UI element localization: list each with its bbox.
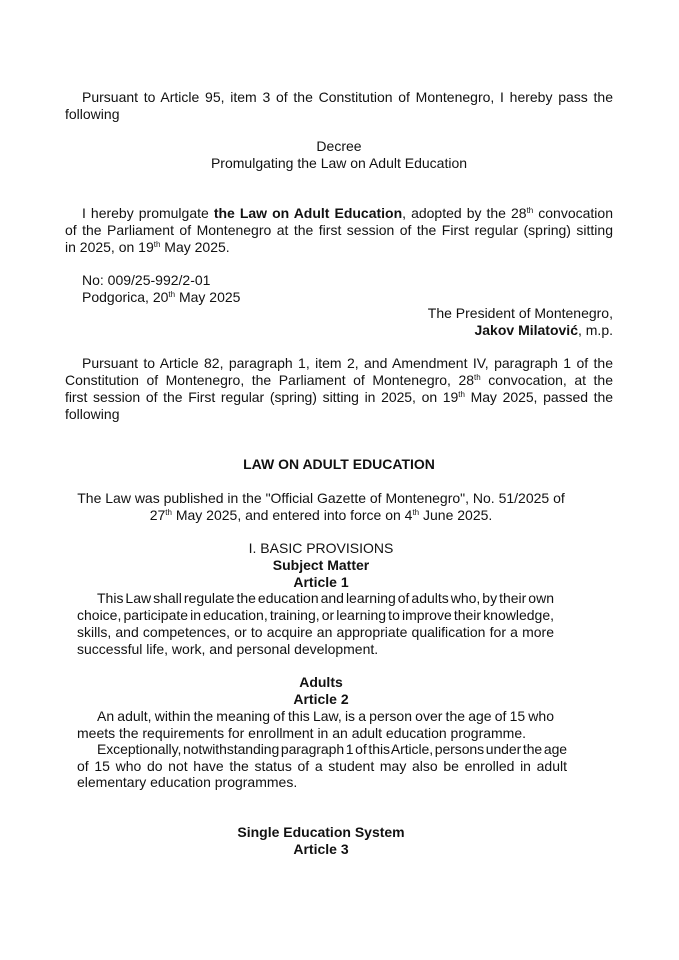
decree-ref-line [82,289,382,306]
text-segment: The Law was published in the "Official Gazette of Montenegro", No. 51/2025 of [77,490,565,506]
decree-body-line [65,239,365,256]
text-segment: , adopted by the 28 [402,205,527,221]
decree-body-line [82,205,613,222]
text-segment: convocation, at the [480,372,613,388]
signature-line [313,305,613,322]
text-segment: An adult, within the meaning of this Law, is a person over the age of 15 who [97,708,554,724]
superscript: th [165,508,172,517]
article2-heading-line [65,691,577,708]
text-segment: Podgorica, 20 [82,289,169,305]
text-segment: This Law shall regulate the education and learning of adults who, by their own [97,590,554,606]
article1-text-line [97,590,554,607]
chapter-heading-line [65,574,577,591]
bold-text: Jakov Milatović [474,322,578,338]
article2-para2-line [77,774,477,791]
text-segment: , m.p. [577,322,613,338]
text-segment: Decree [316,138,362,154]
law-preamble-line [65,406,365,423]
publication-note-line [65,490,577,507]
article2-para2-line [77,758,567,775]
text-segment: Exceptionally, notwithstanding paragraph 1 of this Article, persons under the age [97,741,567,757]
bold-text: Article 1 [293,574,349,590]
law-preamble-line [65,372,613,389]
article1-text-line [77,607,554,624]
article2-heading-line [65,674,577,691]
article2-para1-line [97,708,554,725]
text-segment: Promulgating the Law on Adult Education [210,155,468,171]
article3-heading-line [65,841,577,858]
text-segment: May 2025, and entered into force on 4 [171,507,413,523]
text-segment: Constitution of Montenegro, the Parliament of Montenegro, 28 [65,372,475,388]
superscript: th [412,508,420,517]
decree-ref-line [82,272,382,289]
article1-text-line [77,641,477,658]
text-segment: convocation [533,205,613,221]
text-segment: No: 009/25-992/2-01 [82,272,211,288]
bold-text: the Law on Adult Education [213,205,403,221]
text-segment: elementary education programmes. [77,774,298,790]
superscript: th [474,373,481,382]
bold-text: Adults [299,674,343,690]
text-segment: successful life, work, and personal development. [77,641,379,657]
publication-note-line [65,507,577,524]
text-segment: first session of the First regular (spring) sitting in 2025, on 19 [65,389,459,405]
law-preamble-line [82,355,613,372]
text-segment: choice, participate in education, training, or learning to improve their knowledge, [77,607,554,623]
superscript: th [458,390,465,399]
text-segment: meets the requirements for enrollment in an adult education programme. [77,725,527,741]
text-segment: I. BASIC PROVISIONS [248,540,394,556]
signature-line [313,322,613,339]
text-segment: May 2025, passed the [464,389,613,405]
text-segment: I hereby promulgate [82,205,214,221]
text-segment: The President of Montenegro, [427,305,613,321]
article2-para1-line [77,725,554,742]
superscript: th [153,240,161,249]
text-segment: of the Parliament of Montenegro at the first session of the First regular (spring) sitting [65,222,613,238]
text-segment: of 15 who do not have the status of a student may also be enrolled in adult [77,758,567,774]
bold-text: Single Education System [237,824,405,840]
chapter-heading-line [65,540,577,557]
article3-heading-line [65,824,577,841]
law-title-line [65,456,613,473]
bold-text: Article 2 [293,691,349,707]
text-segment: May 2025 [175,289,241,305]
superscript: th [526,206,534,215]
text-segment: May 2025. [160,239,230,255]
bold-text: Article 3 [293,841,349,857]
decree-preamble-line [65,106,365,123]
superscript: th [168,290,176,299]
decree-body-line [65,222,613,239]
text-segment: Pursuant to Article 95, item 3 of the Constitution of Montenegro, I hereby pass the [82,89,613,105]
article2-para2-line [97,741,567,758]
law-preamble-line [65,389,613,406]
text-segment: following [65,406,120,422]
decree-title-line [65,138,613,155]
text-segment: in 2025, on 19 [65,239,154,255]
text-segment: June 2025. [419,507,493,523]
text-segment: Pursuant to Article 82, paragraph 1, item 2, and Amendment IV, paragraph 1 of the [82,355,613,371]
bold-text: Subject Matter [272,557,370,573]
decree-title-line [65,155,613,172]
text-segment: following [65,106,120,122]
decree-preamble-line [82,89,613,106]
article1-text-line [77,624,554,641]
chapter-heading-line [65,557,577,574]
text-segment: skills, and competences, or to acquire an appropriate qualification for a more [77,624,554,640]
text-segment: 27 [149,507,166,523]
bold-text: LAW ON ADULT EDUCATION [243,456,435,472]
